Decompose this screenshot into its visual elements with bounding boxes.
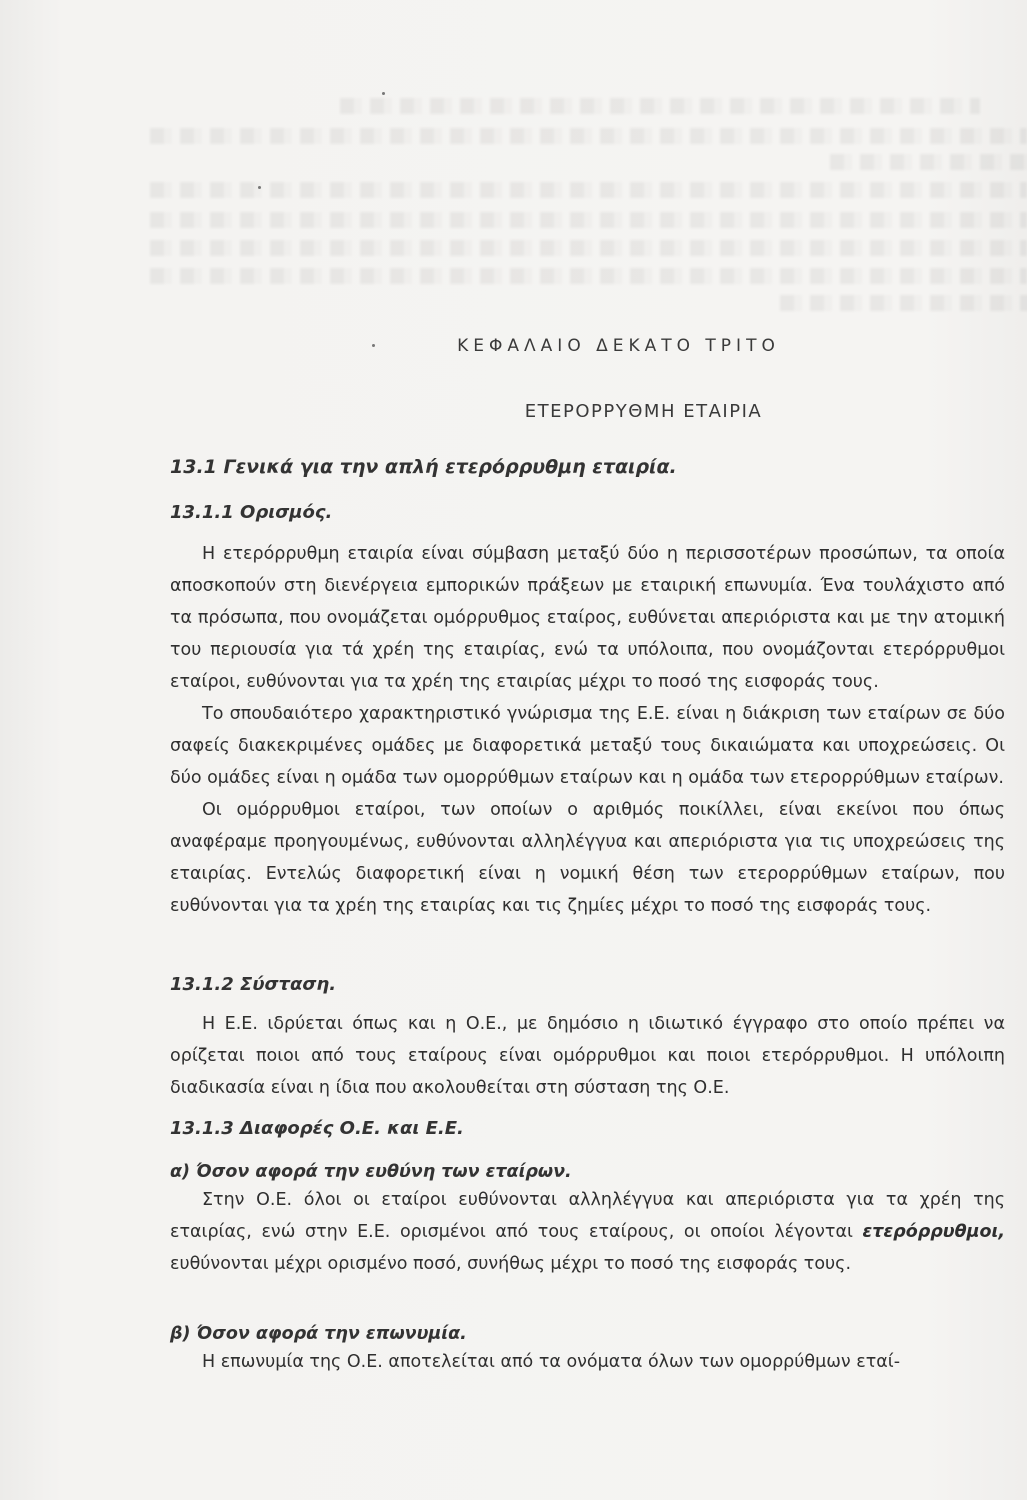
section-title: ΕΤΕΡΟΡΡΥΘΜΗ ΕΤΑΙΡΙΑ xyxy=(524,401,763,422)
show-through-line xyxy=(150,268,1027,284)
emphasis-term: ετερόρρυθμοι, xyxy=(862,1222,1005,1242)
text-run: Στην Ο.Ε. όλοι οι εταίροι ευθύνονται αλληλέγγυα και απεριόριστα για τα χρέη της εταιρίας, ενώ στην Ε.Ε. ορισμένοι από τους εταίρους, οι οποίοι λέγονται xyxy=(170,1190,1005,1242)
section-13-1-1-body xyxy=(170,538,1005,922)
scan-speck xyxy=(382,92,385,95)
heading-13-1-1: 13.1.1 Ορισμός. xyxy=(170,502,333,523)
section-13-1-2-body xyxy=(170,1008,1005,1104)
paragraph: Η ετερόρρυθμη εταιρία είναι σύμβαση μεταξύ δύο η περισσοτέρων προσώπων, τα οποία αποσκοπούν στη διενέργεια εμπορικών πράξεων με εταιρική επωνυμία. Ένα τουλάχιστο από τα πρόσωπα, που ονομάζεται ομόρρυθμος εταίρος, ευθύνεται απεριόριστα και με την ατομική του περιουσία για τά χρέη της εταιρίας, ενώ τα υπόλοιπα, που ονομάζονται ετερόρρυθμοι εταίροι, ευθύνονται για τα χρέη της εταιρίας μέχρι το ποσό της εισφοράς τους. xyxy=(170,544,1005,692)
show-through-line xyxy=(150,182,1027,198)
paragraph: Η επωνυμία της Ο.Ε. αποτελείται από τα ονόματα όλων των ομορρύθμων εταί- xyxy=(202,1352,901,1372)
text-run: ευθύνονται μέχρι ορισμένο ποσό, συνήθως μέχρι το ποσό της εισφοράς τους. xyxy=(170,1254,852,1274)
subheading-a: α) Όσον αφορά την ευθύνη των εταίρων. xyxy=(170,1162,572,1182)
chapter-heading: ΚΕΦΑΛΑΙΟ ΔΕΚΑΤΟ ΤΡΙΤΟ xyxy=(457,336,780,356)
paragraph: Η Ε.Ε. ιδρύεται όπως και η Ο.Ε., με δημόσιο η ιδιωτικό έγγραφο στο οποίο πρέπει να ορίζεται ποιοι από τους εταίρους είναι ομόρρυθμοι και ποιοι ετερόρρυθμοι. Η υπόλοιπη διαδικασία είναι η ίδια που ακολουθείται στη σύσταση της Ο.Ε. xyxy=(170,1014,1005,1098)
section-13-1-3-a-body xyxy=(170,1184,1005,1280)
paragraph xyxy=(170,1184,1005,1280)
heading-13-1-2: 13.1.2 Σύσταση. xyxy=(170,974,337,995)
show-through-line xyxy=(780,295,1027,311)
show-through-line xyxy=(150,212,1027,228)
paragraph: Οι ομόρρυθμοι εταίροι, των οποίων ο αριθμός ποικίλλει, είναι εκείνοι που όπως αναφέραμε προηγουμένως, ευθύνονται αλληλέγγυα και απεριόριστα για τις υποχρεώσεις της εταιρίας. Εντελώς διαφορετική είναι η νομική θέση των ετερορρύθμων εταίρων, που ευθύνονται για τα χρέη της εταιρίας και τις ζημίες μέχρι το ποσό της εισφοράς τους. xyxy=(170,800,1005,916)
show-through-line xyxy=(150,240,1027,256)
paragraph: Το σπουδαιότερο χαρακτηριστικό γνώρισμα της Ε.Ε. είναι η διάκριση των εταίρων σε δύο σαφείς διακεκριμένες ομάδες με διαφορετικά μεταξύ τους δικαιώματα και υποχρεώσεις. Οι δύο ομάδες είναι η ομάδα των ομορρύθμων εταίρων και η ομάδα των ετερορρύθμων εταίρων. xyxy=(170,704,1005,788)
section-13-1-3-b-body xyxy=(170,1346,1005,1378)
heading-13-1-3: 13.1.3 Διαφορές Ο.Ε. και Ε.Ε. xyxy=(170,1118,464,1139)
show-through-line xyxy=(340,98,980,114)
heading-13-1: 13.1 Γενικά για την απλή ετερόρρυθμη εταιρία. xyxy=(170,456,677,478)
scan-speck xyxy=(258,186,261,189)
show-through-line xyxy=(150,128,1027,144)
show-through-line xyxy=(830,154,1027,170)
subheading-b: β) Όσον αφορά την επωνυμία. xyxy=(170,1324,467,1344)
